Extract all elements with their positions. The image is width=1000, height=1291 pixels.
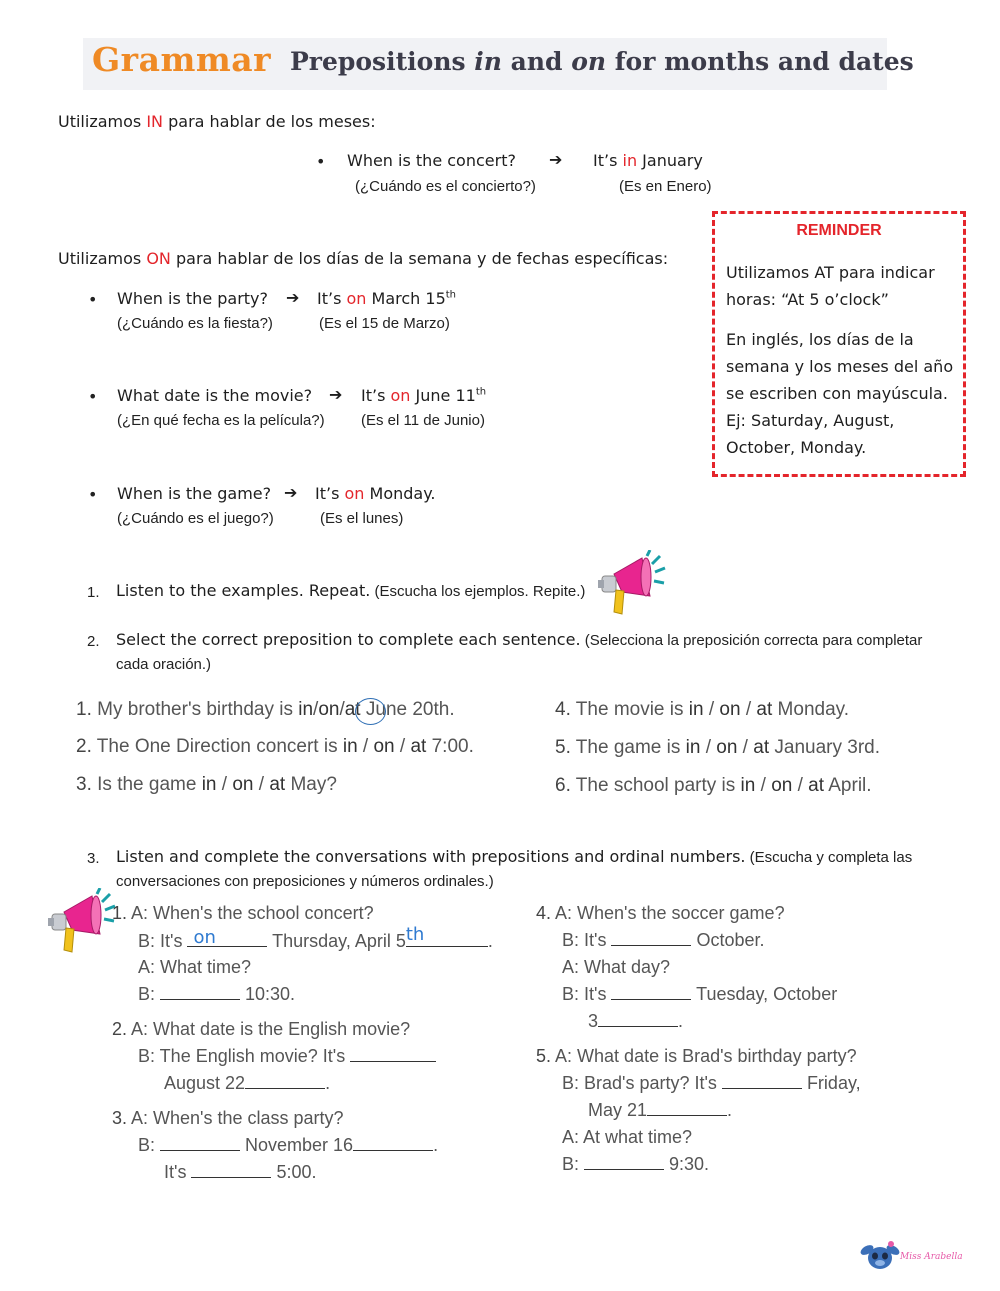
exercise-item: 3. Is the game in / on / at May? <box>76 774 337 795</box>
in-intro: Utilizamos IN para hablar de los meses: <box>58 112 376 131</box>
instruction-1: Listen to the examples. Repeat. (Escucha los ejemplos. Repite.) <box>116 581 586 600</box>
conv3-line: 3. A: When's the class party? <box>112 1108 344 1128</box>
instruction-number: 2. <box>87 633 100 650</box>
option-on[interactable]: on <box>771 775 793 796</box>
megaphone-icon[interactable] <box>44 888 118 958</box>
arrow-icon: ➔ <box>329 385 343 404</box>
exercise-item: 1. My brother's birthday is in/on/at June 20th. <box>76 699 455 720</box>
on-example-answer: It’s on Monday. <box>315 484 436 503</box>
option-at[interactable]: at <box>756 699 773 720</box>
in-example-answer-es: (Es en Enero) <box>619 178 712 195</box>
on-example-answer: It’s on March 15th <box>317 289 457 308</box>
answer-blank[interactable]: on <box>187 930 267 947</box>
reminder-title: REMINDER <box>796 222 882 239</box>
reminder-capitals-note: En inglés, los días de la semana y los meses del año se escriben con mayúscula. Ej: Saturday, August, October, Monday. <box>726 330 954 457</box>
instruction-number: 1. <box>87 584 100 601</box>
conv5-line: A: At what time? <box>562 1127 693 1147</box>
bullet: • <box>316 152 326 171</box>
option-on[interactable]: on <box>373 736 395 757</box>
on-example-question: When is the party? <box>117 289 269 308</box>
conv5-line: 5. A: What date is Brad's birthday party? <box>536 1046 857 1066</box>
conv4-line: B: It's October. <box>562 930 765 950</box>
option-in[interactable]: in <box>740 775 756 796</box>
conv1-line: B: 10:30. <box>138 984 296 1004</box>
on-intro: Utilizamos ON para hablar de los días de la semana y de fechas específicas: <box>58 249 669 268</box>
conv4-line: 4. A: When's the soccer game? <box>536 903 785 923</box>
stitch-logo-icon <box>860 1238 900 1274</box>
in-example-answer: It’s in January <box>593 151 703 170</box>
answer-blank[interactable] <box>350 1048 436 1062</box>
on-example-answer-es: (Es el 15 de Marzo) <box>319 315 450 332</box>
megaphone-icon[interactable] <box>594 550 668 620</box>
conv2-line: August 22 . <box>164 1073 331 1093</box>
option-in[interactable]: in <box>298 699 314 720</box>
conv5-line: May 21 . <box>588 1100 733 1120</box>
bullet: • <box>88 485 98 504</box>
instruction-3-cont: conversaciones con preposiciones y números ordinales.) <box>116 873 494 890</box>
conv4-line: B: It's Tuesday, October <box>562 984 838 1004</box>
option-in[interactable]: in <box>201 774 217 795</box>
conv1-line: 1. A: When's the school concert? <box>112 903 374 923</box>
option-at[interactable]: at <box>344 699 361 720</box>
answer-blank[interactable] <box>245 1075 325 1089</box>
option-at[interactable]: at <box>410 736 427 757</box>
brand-signature: Miss Arabella <box>900 1252 963 1262</box>
page-title: Prepositions in and on for months and dates <box>290 47 914 76</box>
conv1-line: B: It's on Thursday, April 5 th . <box>138 924 493 951</box>
exercise-item: 5. The game is in / on / at January 3rd. <box>555 737 881 758</box>
answer-blank[interactable] <box>584 1156 664 1170</box>
answer-blank[interactable] <box>160 986 240 1000</box>
bullet: • <box>88 387 98 406</box>
answer-blank[interactable] <box>647 1102 727 1116</box>
exercise-item: 6. The school party is in / on / at April. <box>555 775 872 796</box>
instruction-number: 3. <box>87 850 100 867</box>
option-on[interactable]: on <box>318 699 340 720</box>
on-example-question-es: (¿Cuándo es el juego?) <box>117 510 274 527</box>
conv1-line: A: What time? <box>138 957 252 977</box>
answer-blank[interactable] <box>353 1137 433 1151</box>
on-example-question: When is the game? <box>117 484 272 503</box>
grammar-label: Grammar <box>92 40 272 79</box>
option-in[interactable]: in <box>688 699 704 720</box>
instruction-2: Select the correct preposition to complete each sentence. (Selecciona la preposición correcta para completar <box>116 630 923 649</box>
conv3-line: It's 5:00. <box>164 1162 317 1182</box>
conv5-line: B: 9:30. <box>562 1154 710 1174</box>
on-example-question: What date is the movie? <box>117 386 313 405</box>
reminder-at-note: Utilizamos AT para indicar horas: “At 5 o’clock” <box>726 263 935 309</box>
option-at[interactable]: at <box>808 775 825 796</box>
answer-blank[interactable] <box>611 932 691 946</box>
conv4-line: A: What day? <box>562 957 671 977</box>
on-example-answer: It’s on June 11th <box>361 386 487 405</box>
option-at[interactable]: at <box>753 737 770 758</box>
on-example-answer-es: (Es el lunes) <box>320 510 404 527</box>
option-at[interactable]: at <box>269 774 286 795</box>
on-example-answer-es: (Es el 11 de Junio) <box>361 412 485 429</box>
option-on[interactable]: on <box>716 737 738 758</box>
answer-blank[interactable] <box>191 1164 271 1178</box>
answer-blank[interactable] <box>160 1137 240 1151</box>
answer-blank[interactable] <box>611 986 691 1000</box>
option-on[interactable]: on <box>719 699 741 720</box>
answer-blank[interactable] <box>722 1075 802 1089</box>
in-example-question: When is the concert? <box>347 151 516 170</box>
instruction-2-cont: cada oración.) <box>116 656 212 673</box>
conv3-line: B: November 16 . <box>138 1135 439 1155</box>
option-on[interactable]: on <box>232 774 254 795</box>
answer-blank[interactable] <box>598 1013 678 1027</box>
exercise-item: 4. The movie is in / on / at Monday. <box>555 699 850 720</box>
on-example-question-es: (¿En qué fecha es la película?) <box>117 412 325 429</box>
option-in[interactable]: in <box>685 737 701 758</box>
in-example-question-es: (¿Cuándo es el concierto?) <box>355 178 536 195</box>
answer-circle <box>355 698 386 725</box>
arrow-icon: ➔ <box>284 483 298 502</box>
conv2-line: B: The English movie? It's <box>138 1046 436 1067</box>
on-example-question-es: (¿Cuándo es la fiesta?) <box>117 315 273 332</box>
instruction-3: Listen and complete the conversations with prepositions and ordinal numbers. (Escucha y completa las <box>116 847 913 866</box>
conv4-line: 3 . <box>588 1011 684 1031</box>
conv2-line: 2. A: What date is the English movie? <box>112 1019 411 1039</box>
exercise-item: 2. The One Direction concert is in / on / at 7:00. <box>76 736 474 757</box>
bullet: • <box>88 290 98 309</box>
arrow-icon: ➔ <box>549 150 563 169</box>
answer-blank[interactable]: th <box>406 930 488 947</box>
option-in[interactable]: in <box>342 736 358 757</box>
arrow-icon: ➔ <box>286 288 300 307</box>
conv5-line: B: Brad's party? It's Friday, <box>562 1073 861 1093</box>
